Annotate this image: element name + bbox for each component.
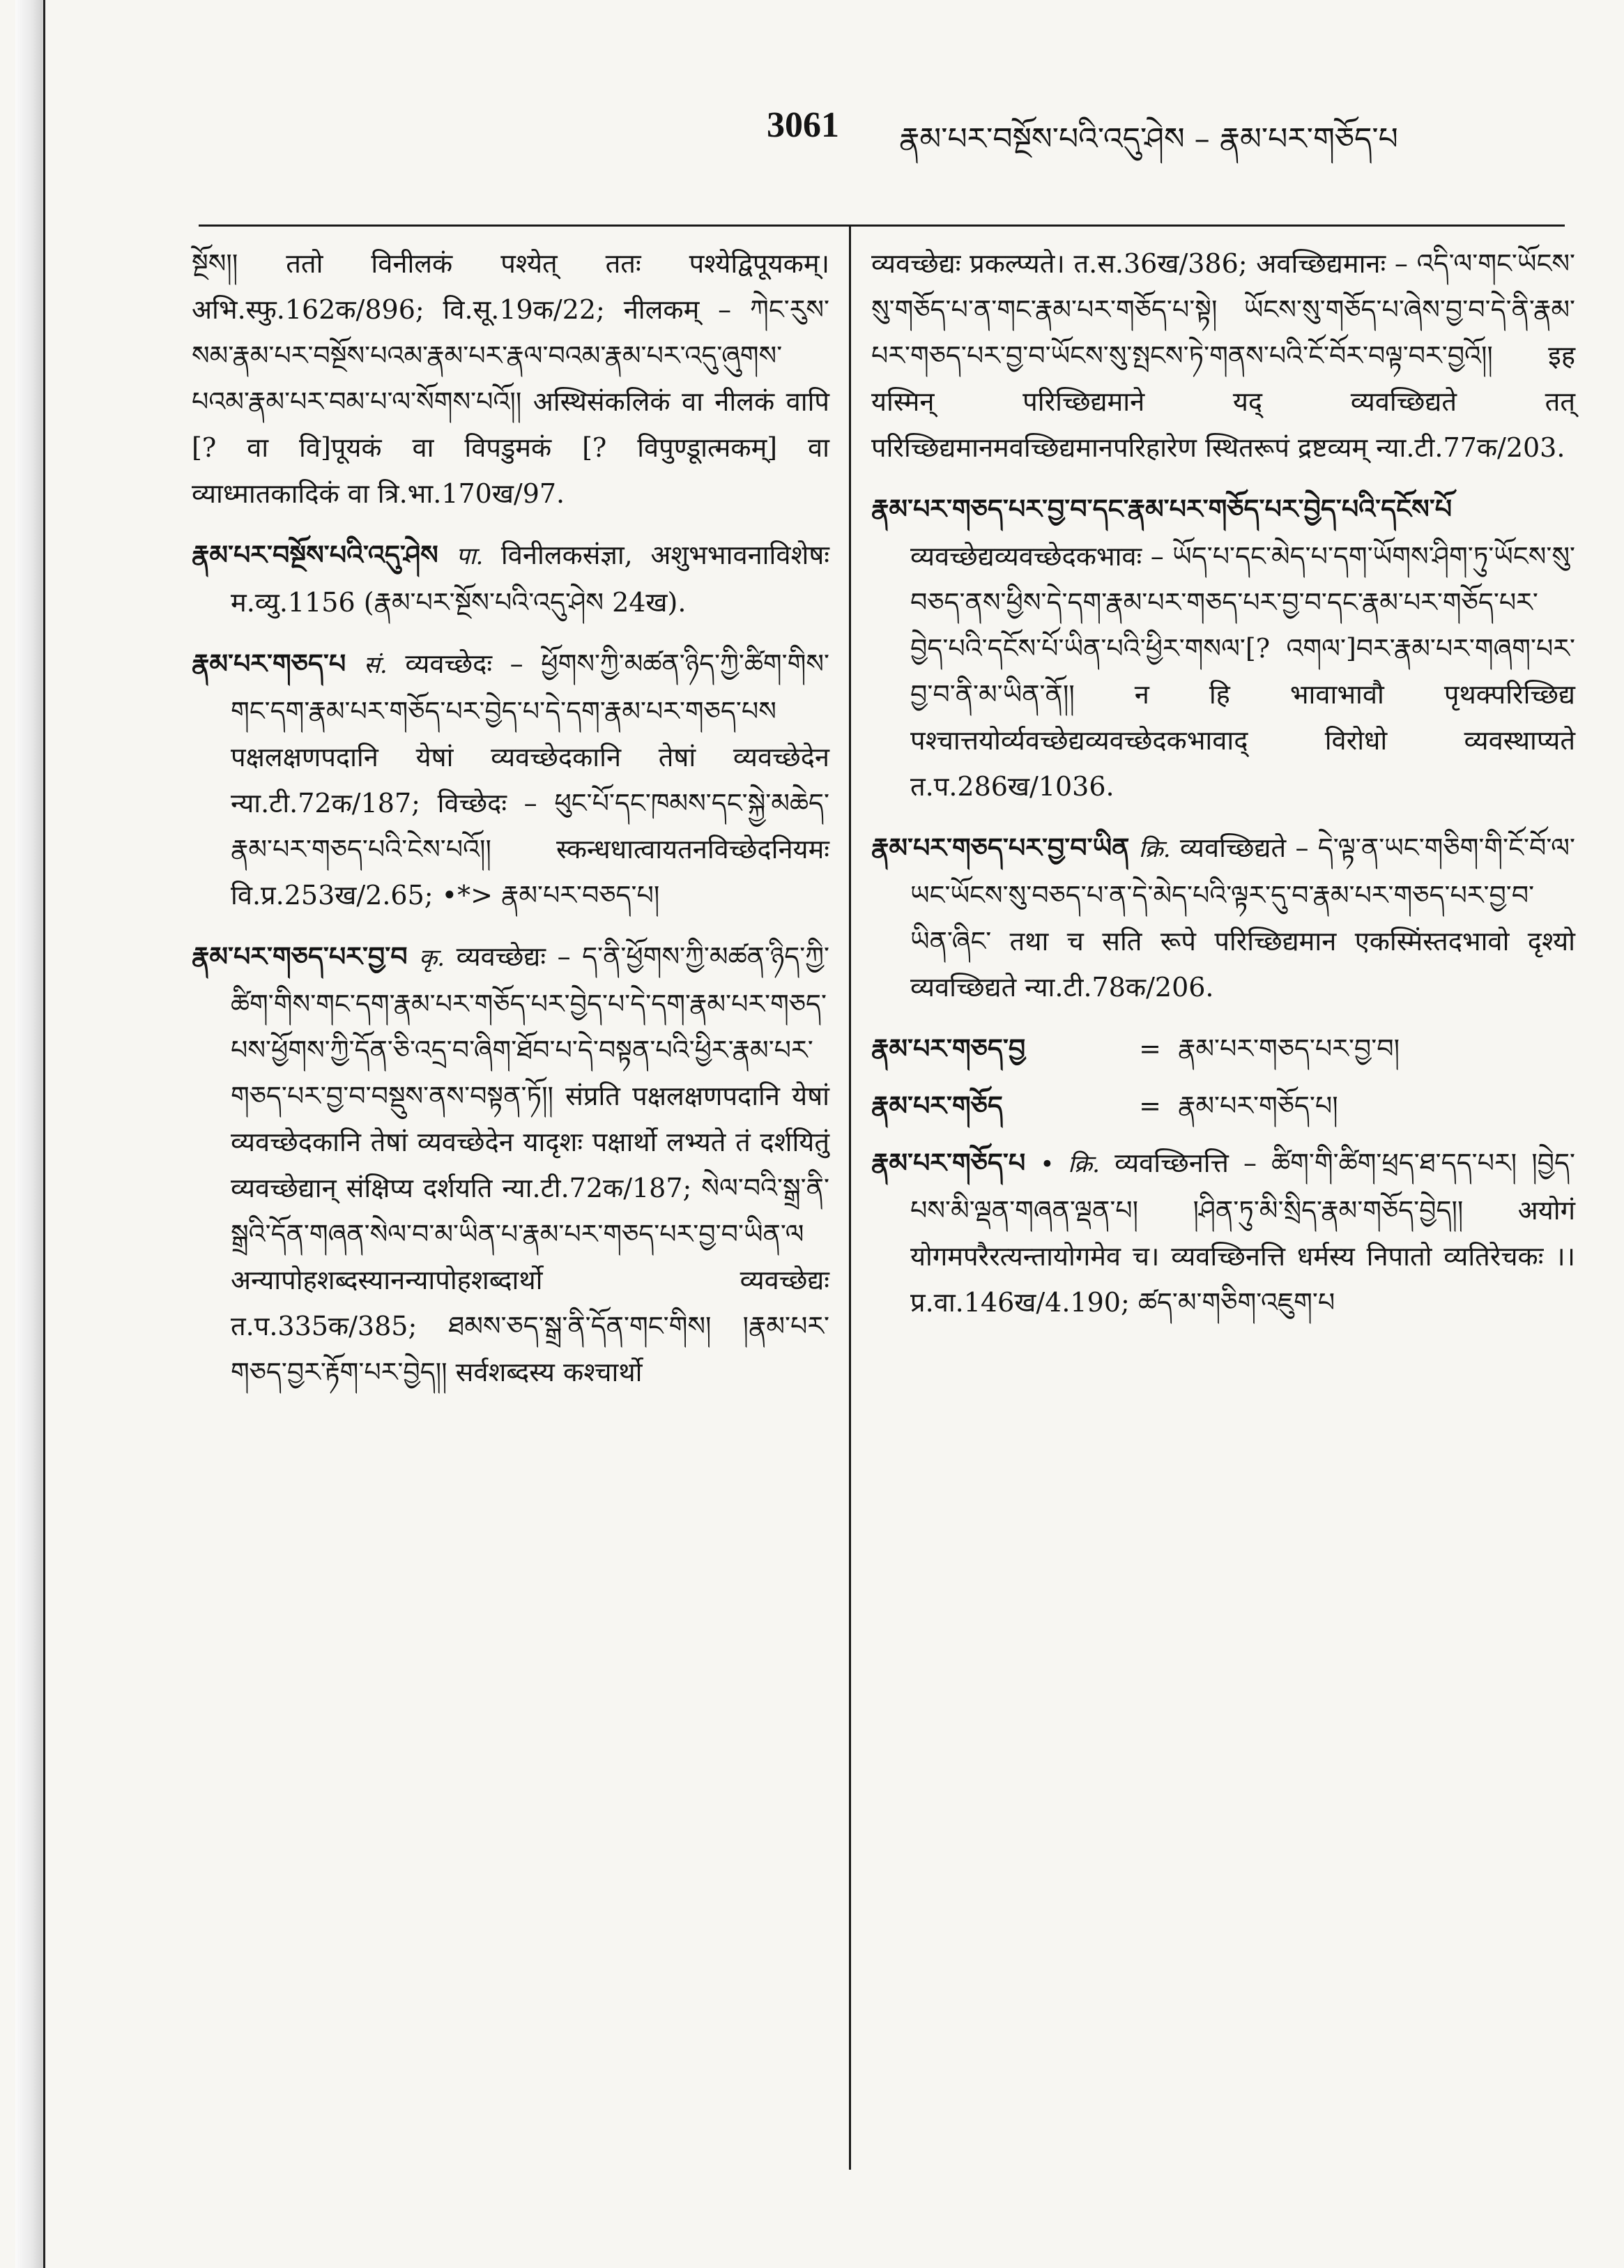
equals-sign: = (1139, 1090, 1161, 1121)
right-column (871, 241, 1575, 1341)
entry-headword: རྣམ་པར་གཅད་པར་བྱ་བ (192, 941, 408, 972)
cross-reference-target: རྣམ་པར་གཅད་པར་བྱ་བ། (1178, 1033, 1400, 1064)
entry-headword: རྣམ་པར་གཅོད་པ (871, 1147, 1026, 1178)
dictionary-entry (871, 1140, 1575, 1325)
entry-tag: पा. (456, 542, 484, 570)
dictionary-entry (871, 486, 1575, 809)
entry-headword: རྣམ་པར་བསྔོས་པའི་འདུ་ཤེས (192, 539, 438, 570)
cross-reference-target: རྣམ་པར་གཅོད་པ། (1178, 1090, 1338, 1121)
entry-tag: कृ. (419, 944, 445, 972)
cross-reference-term: རྣམ་པར་གཅོད (871, 1090, 1003, 1121)
column-divider (849, 224, 851, 2170)
dictionary-entry (192, 532, 829, 625)
entry-headword: རྣམ་པར་གཅད་པ (192, 648, 346, 679)
entry-text: སྔོས།། ततो विनीलकं पश्येत् ततः पश्येद्विपूयकम्। अभि.स्फु.162क/896; वि.सू.19क/22; नीलकम् – ཀེང་རུས་སམ་རྣམ་པར་བསྔོས་པའམ་རྣམ་པར་རྣལ་བའམ་རྣམ་པར་འདུ་ཞུགས་པའམ་རྣམ་པར་བམ་པ་ལ་སོགས་པའོ།། अस्थिसंकलिकं वा नीलकं वापि [? वा वि]पूयकं वा विपडुमकं [? विपुण्डूात्मकम्] वा व्याध्मातकादिकं वा त्रि.भा.170ख/97. (192, 248, 829, 509)
entry-text: व्यवच्छेद्यः प्रकल्प्यते। त.स.36ख/386; अवच्छिद्यमानः – འདི་ལ་གང་ཡོངས་སུ་གཅོད་པ་ན་གང་རྣམ་པར་གཅོད་པ་སྟེ། ཡོངས་སུ་གཅོད་པ་ཞེས་བྱ་བ་དེ་ནི་རྣམ་པར་གཅད་པར་བྱ་བ་ཡོངས་སུ་སྤངས་ཏེ་གནས་པའི་ངོ་བོར་བལྟ་བར་བྱའོ།། इह यस्मिन् परिच्छिद्यमाने यद् व्यवच्छिद्यते तत् परिच्छिद्यमानमवच्छिद्यमानपरिहारेण स्थितरूपं द्रष्टव्यम् न्या.टी.77क/203. (871, 248, 1575, 463)
cross-reference (871, 1083, 1575, 1129)
left-column (192, 241, 829, 1410)
entry-headword: རྣམ་པར་གཅད་པར་བྱ་བ་དང་རྣམ་པར་གཅོད་པར་བྱེད་པའི་དངོས་པོ (871, 493, 1453, 524)
equals-sign: = (1139, 1033, 1161, 1064)
entry-tag: क्रि. (1138, 835, 1171, 863)
page-number: 3061 (767, 105, 839, 145)
entry-tag: • क्रि. (1040, 1150, 1100, 1178)
cross-reference (871, 1026, 1575, 1072)
entry-text: व्यवच्छिनत्ति – ཚིག་གི་ཚིག་ཕྲད་ཐ་དད་པར། །བྱེད་པས་མི་ལྡན་གཞན་ལྡན་པ། །ཤིན་ཏུ་མི་སྲིད་རྣམ་གཅོད་བྱེད།། अयोगं योगमपरैरत्यन्तायोगमेव च। व्यवच्छिनत्ति धर्मस्य निपातो व्यतिरेचकः ।। प्र.वा.146ख/4.190; ཚད་མ་གཅིག་འཇུག་པ (910, 1148, 1575, 1318)
entry-text: व्यवच्छेदः – ཕྱོགས་ཀྱི་མཚན་ཉིད་ཀྱི་ཚིག་གིས་གང་དག་རྣམ་པར་གཅོད་པར་བྱེད་པ་དེ་དག་རྣམ་པར་གཅད་པས पक्षलक्षणपदानि येषां व्यवच्छेदकानि तेषां व्यवच्छेदेन न्या.टी.72क/187; विच्छेदः – ཕུང་པོ་དང་ཁམས་དང་སྐྱེ་མཆེད་རྣམ་པར་གཅད་པའི་ངེས་པའོ།། स्कन्धधात्वायतनविच्छेदनियमः वि.प्र.253ख/2.65; •*> རྣམ་པར་བཅད་པ། (231, 648, 829, 911)
running-header: རྣམ་པར་བསྔོས་པའི་འདུ་ཤེས – རྣམ་པར་གཅོད་པ (899, 121, 1398, 157)
entry-continuation (192, 241, 829, 517)
entry-headword: རྣམ་པར་གཅད་པར་བྱ་བ་ཡིན (871, 832, 1130, 863)
dictionary-entry (871, 825, 1575, 1010)
header-rule (199, 224, 1565, 227)
dictionary-entry (192, 934, 829, 1395)
cross-reference-term: རྣམ་པར་གཅད་བྱ (871, 1033, 1026, 1064)
entry-text: व्यवच्छेद्यव्यवच्छेदकभावः – ཡོད་པ་དང་མེད་པ་དག་ཡོགས་ཤིག་ཏུ་ཡོངས་སུ་བཅད་ནས་ཕྱིས་དེ་དག་རྣམ་པར་གཅད་པར་བྱ་བ་དང་རྣམ་པར་གཅོད་པར་བྱེད་པའི་དངོས་པོ་ཡིན་པའི་ཕྱིར་གསལ་[? འགལ་]བར་རྣམ་པར་གཞག་པར་བྱ་བ་ནི་མ་ཡིན་ནོ།། न हि भावाभावौ पृथक्परिच्छिद्य पश्चात्तयोर्व्यवच्छेद्यव्यवच्छेदकभावाद् विरोधो व्यवस्थाप्यते त.प.286ख/1036. (910, 541, 1575, 802)
entry-text: व्यवच्छेद्यः – ད་ནི་ཕྱོགས་ཀྱི་མཚན་ཉིད་ཀྱི་ཚིག་གིས་གང་དག་རྣམ་པར་གཅོད་པར་བྱེད་པ་དེ་དག་རྣམ་པར་གཅད་པས་ཕྱོགས་ཀྱི་དོན་ཅི་འདྲ་བ་ཞིག་ཐོབ་པ་དེ་བསྟན་པའི་ཕྱིར་རྣམ་པར་གཅད་པར་བྱ་བ་བསྡུས་ནས་བསྟན་ཏོ།། संप्रति पक्षलक्षणपदानि येषां व्यवच्छेदकानि तेषां व्यवच्छेदेन यादृशः पक्षार्थो लभ्यते तं दर्शयितुं व्यवच्छेद्यान् संक्षिप्य दर्शयति न्या.टी.72क/187; སེལ་བའི་སྒྲ་ནི་སྒྲའི་དོན་གཞན་སེལ་བ་མ་ཡིན་པ་རྣམ་པར་གཅད་པར་བྱ་བ་ཡིན་ལ अन्यापोहशब्दस्यानन्यापोहशब्दार्थो व्यवच्छेद्यः त.प.335क/385; ཐམས་ཅད་སྒྲ་ནི་དོན་གང་གིས། །རྣམ་པར་གཅད་བྱར་རྟོག་པར་བྱེད།། सर्वशब्दस्य कश्चार्थो (231, 941, 829, 1387)
entry-text: विनीलकसंज्ञा, अशुभभावनाविशेषः म.व्यु.1156 (རྣམ་པར་སྔོས་པའི་འདུ་ཤེས 24ख). (231, 540, 829, 618)
entry-continuation (871, 241, 1575, 471)
entry-tag: सं. (363, 651, 388, 679)
dictionary-entry (192, 641, 829, 918)
entry-text: व्यवच्छिद्यते – དེ་ལྟ་ན་ཡང་གཅིག་གི་ངོ་བོ་ལ་ཡང་ཡོངས་སུ་བཅད་པ་ན་དེ་མེད་པའི་ལྟར་དུ་བ་རྣམ་པར་གཅད་པར་བྱ་བ་ཡིན་ཞིང་ तथा च सति रूपे परिच्छिद्यमान एकस्मिंस्तदभावो दृश्यो व्यवच्छिद्यते न्या.टी.78क/206. (910, 832, 1575, 1003)
book-spine (15, 0, 45, 2268)
